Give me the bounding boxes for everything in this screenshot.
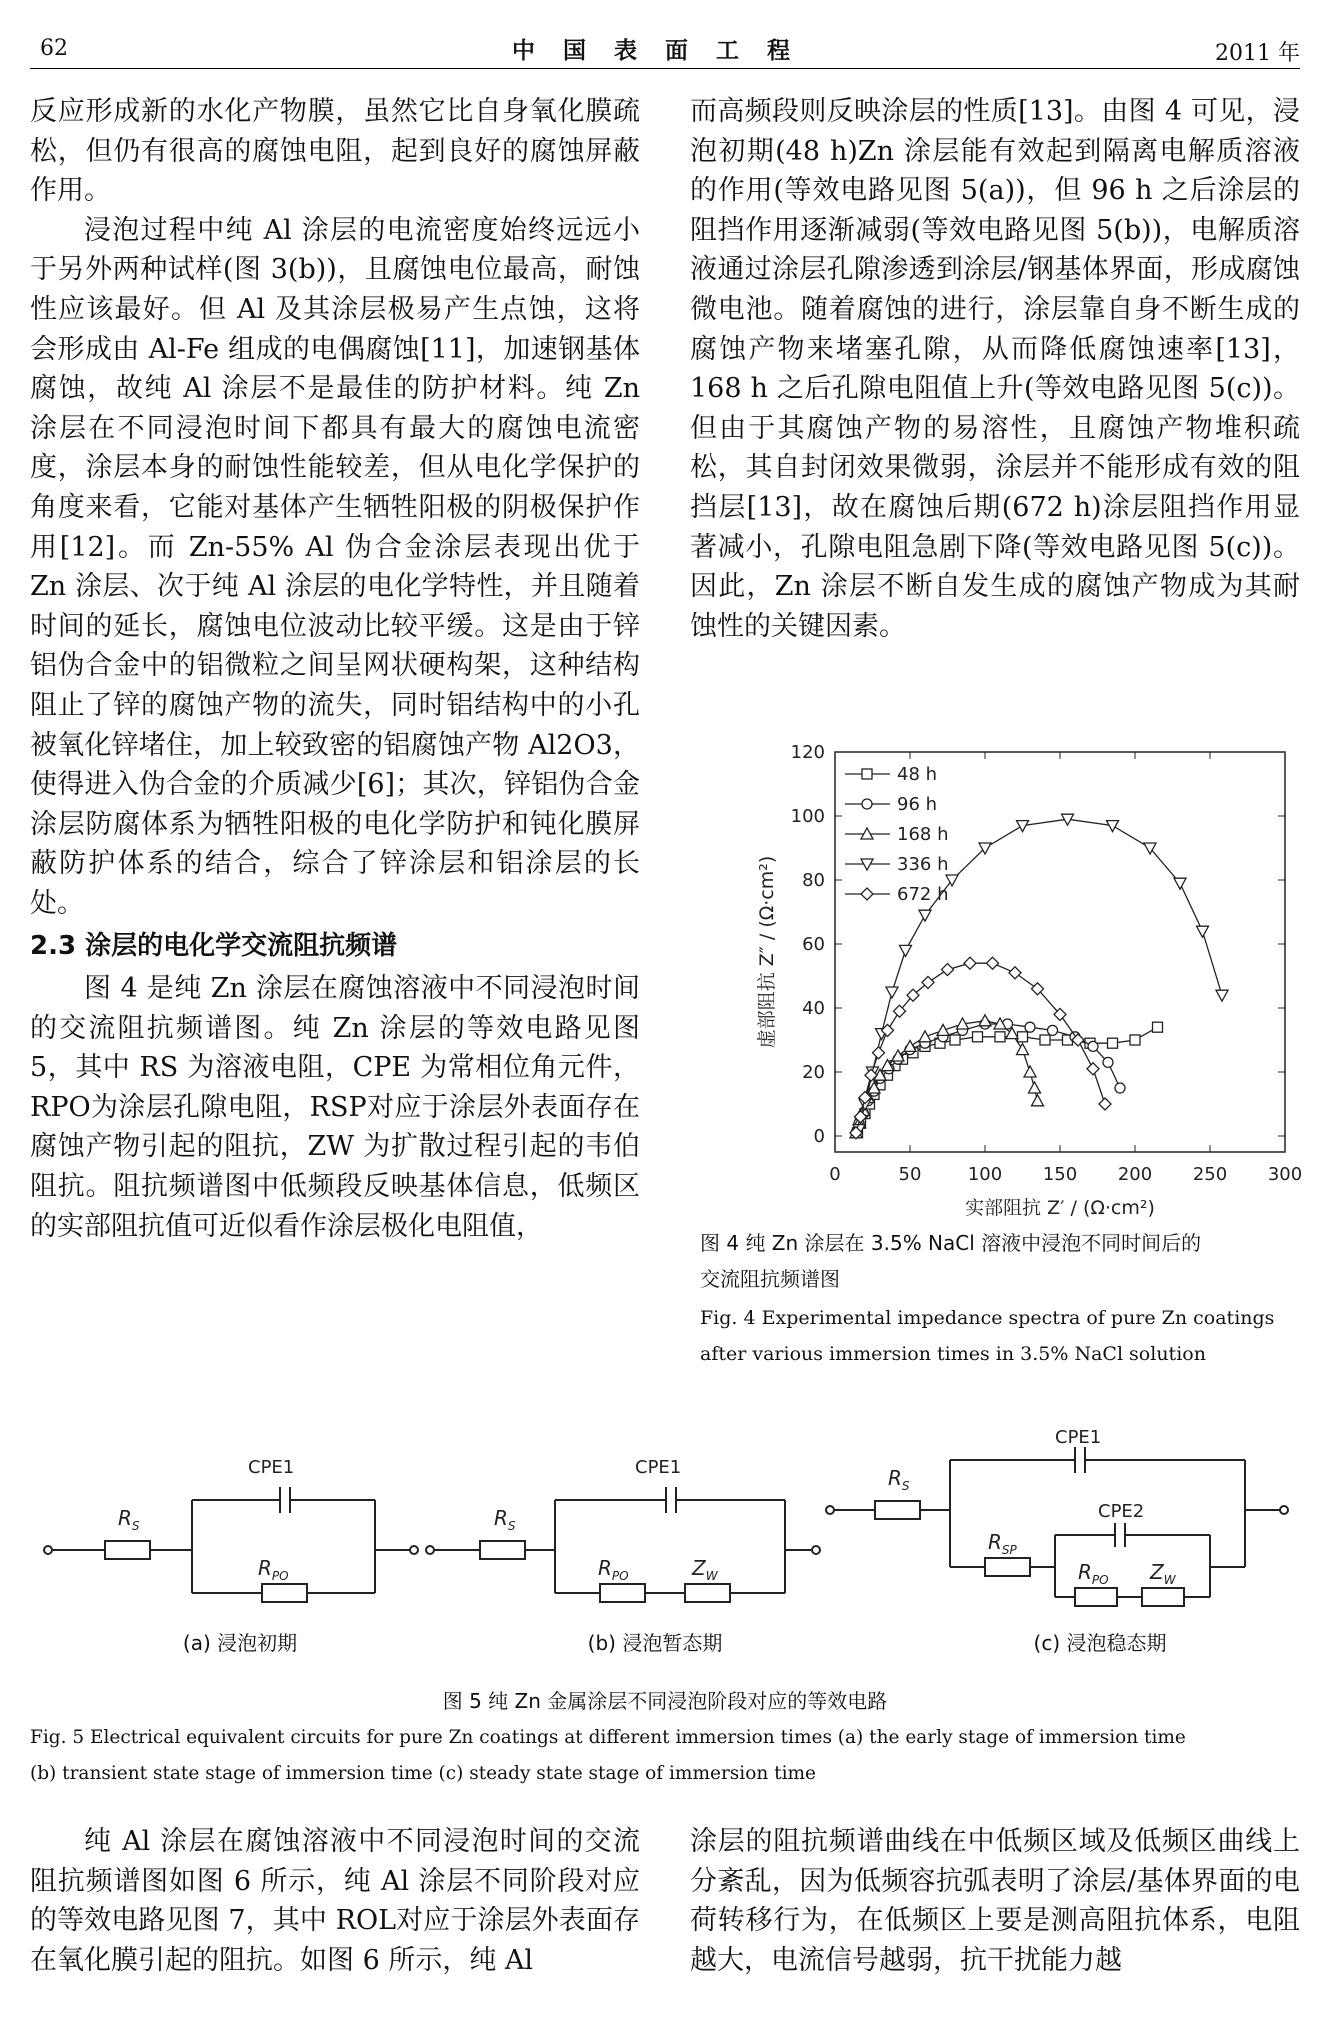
journal-title: 中国表面工程 [512,37,818,64]
page-header [30,28,1300,64]
data-point [937,1024,949,1035]
y-tick-label: 100 [790,806,825,827]
data-point [1108,1038,1118,1048]
data-point [919,1031,931,1042]
data-point [1018,1032,1028,1042]
data-point [886,987,898,998]
data-point [973,1032,983,1042]
fig5-caption-en [30,1720,1310,1792]
label-rsp: $R_{SP}$ [988,1530,1017,1557]
data-point [987,957,999,969]
data-point [964,957,976,969]
x-tick-label: 100 [967,1164,1003,1185]
left-paragraph-2: 浸泡过程中纯 Al 涂层的电流密度始终远远小于另外两种试样(图 3(b))，且腐蚀电位最高，耐蚀性应该最好。但 Al 及其涂层极易产生点蚀，这将会形成由 Al-Fe 组成的电偶腐蚀[11]，加速钢基体腐蚀，故纯 Al 涂层不是最佳的防护材料。纯 Zn 涂层在不同浸泡时间下都具有最大的腐蚀电流密度，涂层本身的耐蚀性能较差，但从电化学保护的角度来看，它能对基体产生牺牲阳极的阴极保护作用[12]。而 Zn-55% Al 伪合金涂层表现出优于 Zn 涂层、次于纯 Al 涂层的电化学特性，并且随着时间的延长，腐蚀电位波动比较平缓。这是由于锌铝伪合金中的铝微粒之间呈网状硬构架，这种结构阻止了锌的腐蚀产物的流失，同时铝结构中的小孔被氧化锌堵住，加上较致密的铝腐蚀产物 Al2O3，使得进入伪合金的介质减少[6]；其次，锌铝伪合金涂层防腐体系为牺牲阳极的电化学防护和钝化膜屏蔽防护体系的结合，综合了锌涂层和铝涂层的长处。 [30,214,640,919]
data-point [1017,821,1029,832]
x-tick-label: 200 [1117,1164,1153,1185]
warburg-element [1142,1588,1184,1606]
fig4-caption-cn [700,1225,1310,1297]
data-point [1130,1035,1140,1045]
resistor-rs [105,1541,150,1559]
resistor-rsp [985,1558,1030,1576]
label-zw: $Z_W$ [1150,1560,1176,1587]
y-tick-label: 120 [790,742,825,763]
data-point [1197,926,1209,937]
terminal [826,1506,834,1514]
legend-label: 336 h [897,854,949,875]
label-rpo: $R_{PO}$ [598,1556,629,1583]
y-axis-label: 虚部阻抗 Z″ / (Ω·cm²) [756,855,778,1049]
left-paragraph-3: 图 4 是纯 Zn 涂层在腐蚀溶液中不同浸泡时间的交流阻抗频谱图。纯 Zn 涂层的等效电路见图 5，其中 RS 为溶液电阻，CPE 为常相位角元件，RPO为涂层孔隙电阻，RSP对应于涂层外表面存在腐蚀产物引起的阻抗，ZW 为扩散过程引起的韦伯阻抗。阻抗频谱图中低频段反映基体信息，低频区的实部阻抗值可近似看作涂层极化电阻值， [30,973,640,1242]
x-tick-label: 300 [1267,1164,1303,1185]
nyquist-chart [690,740,1310,1220]
legend-marker [862,799,872,809]
data-point [942,964,954,976]
label-cpe1: CPE1 [635,1457,682,1478]
data-point [1029,1082,1041,1093]
x-axis-label: 实部阻抗 Z′ / (Ω·cm²) [965,1197,1155,1219]
label-rs: $R_S$ [888,1466,910,1493]
label-rs: $R_S$ [118,1506,140,1533]
fig4-caption-en-line1: Fig. 4 Experimental impedance spectra of pure Zn coatings [700,1307,1275,1329]
y-tick-label: 80 [802,870,825,891]
y-tick-label: 40 [802,998,825,1019]
data-point [1115,1083,1125,1093]
data-point [1048,1025,1058,1035]
fig4-caption-en [700,1300,1310,1372]
data-point [1174,878,1186,889]
legend-marker [862,769,872,779]
y-tick-label: 0 [813,1126,825,1147]
resistor-rs [480,1541,525,1559]
terminal [812,1546,820,1554]
publication-year: 2011 年 [1215,41,1300,66]
data-point [1032,1095,1044,1106]
data-point [1017,1044,1029,1055]
fig5-label-c: (c) 浸泡稳态期 [1033,1631,1167,1655]
x-tick-label: 150 [1042,1164,1078,1185]
label-zw: $Z_W$ [692,1556,718,1583]
data-point [919,910,931,921]
terminal [1280,1506,1288,1514]
data-point [1025,1022,1035,1032]
data-point [1153,1022,1163,1032]
data-point [1040,1035,1050,1045]
legend-marker [861,888,873,900]
right-paragraph-1: 而高频段则反映涂层的性质[13]。由图 4 可见，浸泡初期(48 h)Zn 涂层能有效起到隔离电解质溶液的作用(等效电路见图 5(a))，但 96 h 之后涂层的阻挡作用逐渐减弱(等效电路见图 5(b))，电解质溶液通过涂层孔隙渗透到涂层/钢基体界面，形成腐蚀微电池。随着腐蚀的进行，涂层靠自身不断生成的腐蚀产物来堵塞孔隙，从而降低腐蚀速率[13]，168 h 之后孔隙电阻值上升(等效电路见图 5(c))。但由于其腐蚀产物的易溶性，且腐蚀产物堆积疏松，其自封闭效果微弱，涂层并不能形成有效的阻挡层[13]，故在腐蚀后期(672 h)涂层阻挡作用显著减小，孔隙电阻急剧下降(等效电路见图 5(c))。因此，Zn 涂层不断自发生成的腐蚀产物成为其耐蚀性的关键因素。 [690,96,1300,642]
fig4-caption-cn-line2: 交流阻抗频谱图 [700,1267,840,1291]
data-point [873,1047,885,1059]
data-point [1216,990,1228,1001]
bottom-left-paragraph: 纯 Al 涂层在腐蚀溶液中不同浸泡时间的交流阻抗频谱图如图 6 所示，纯 Al 涂层不同阶段对应的等效电路见图 7，其中 ROL对应于涂层外表面存在氧化膜引起的阻抗。如图 6 所示，纯 Al [30,1826,640,1976]
left-column [30,92,640,1246]
label-cpe1: CPE1 [248,1457,295,1478]
circuit-a [44,1457,418,1602]
legend-label: 96 h [897,794,938,815]
label-rpo: $R_{PO}$ [1078,1560,1109,1587]
fig5-label-a: (a) 浸泡初期 [182,1631,298,1655]
data-point [900,945,912,956]
data-point [1088,1041,1098,1051]
fig5-caption-en-line2: (b) transient state stage of immersion time (c) steady state stage of immersion time [30,1763,816,1784]
y-tick-label: 60 [802,934,825,955]
data-point [1107,821,1119,832]
resistor-rpo [600,1584,645,1602]
fig5-caption-cn: 图 5 纯 Zn 金属涂层不同浸泡阶段对应的等效电路 [442,1689,888,1713]
legend-label: 672 h [897,884,949,905]
resistor-rpo [262,1584,307,1602]
data-point [1103,1057,1113,1067]
x-tick-label: 0 [829,1164,841,1185]
resistor-rs [875,1501,920,1519]
left-paragraph-1: 反应形成新的水化产物膜，虽然它比自身氧化膜疏松，但仍有很高的腐蚀电阻，起到良好的腐蚀屏蔽作用。 [30,96,640,207]
bottom-right-paragraph: 涂层的阻抗频谱曲线在中低频区域及低频区曲线上分紊乱，因为低频容抗弧表明了涂层/基体界面的电荷转移行为，在低频区上要是测高阻抗体系，电阻越大，电流信号越弱，抗干扰能力越 [690,1826,1300,1976]
terminal [410,1546,418,1554]
y-tick-label: 20 [802,1062,825,1083]
section-heading: 2.3 涂层的电化学交流阻抗频谱 [30,931,398,962]
data-point [1099,1098,1111,1110]
data-point [995,1032,1005,1042]
data-point [1087,1063,1099,1075]
fig5-label-b: (b) 浸泡暂态期 [587,1631,723,1655]
circuit-b [426,1457,820,1602]
fig4-caption-en-line2: after various immersion times in 3.5% NaCl solution [700,1343,1206,1365]
label-cpe1: CPE1 [1055,1427,1102,1448]
terminal [44,1546,52,1554]
page-number: 62 [40,36,68,61]
data-point [1024,1066,1036,1077]
fig5-caption-en-line1: Fig. 5 Electrical equivalent circuits for pure Zn coatings at different immersion times (a) the early stage of immersion time [30,1727,1186,1748]
data-point [1009,967,1021,979]
terminal [426,1546,434,1554]
legend-label: 168 h [897,824,949,845]
right-column [690,92,1300,646]
label-rs: $R_S$ [494,1506,516,1533]
fig4-caption-cn-line1: 图 4 纯 Zn 涂层在 3.5% NaCl 溶液中浸泡不同时间后的 [700,1231,1202,1255]
label-cpe2: CPE2 [1098,1501,1145,1522]
warburg-element [685,1584,730,1602]
x-tick-label: 50 [898,1164,922,1185]
data-point [950,1035,960,1045]
circuit-c [826,1427,1288,1606]
resistor-rpo [1075,1588,1117,1606]
legend-label: 48 h [897,764,938,785]
x-tick-label: 250 [1192,1164,1228,1185]
label-rpo: $R_{PO}$ [258,1556,289,1583]
header-rule [30,68,1300,69]
